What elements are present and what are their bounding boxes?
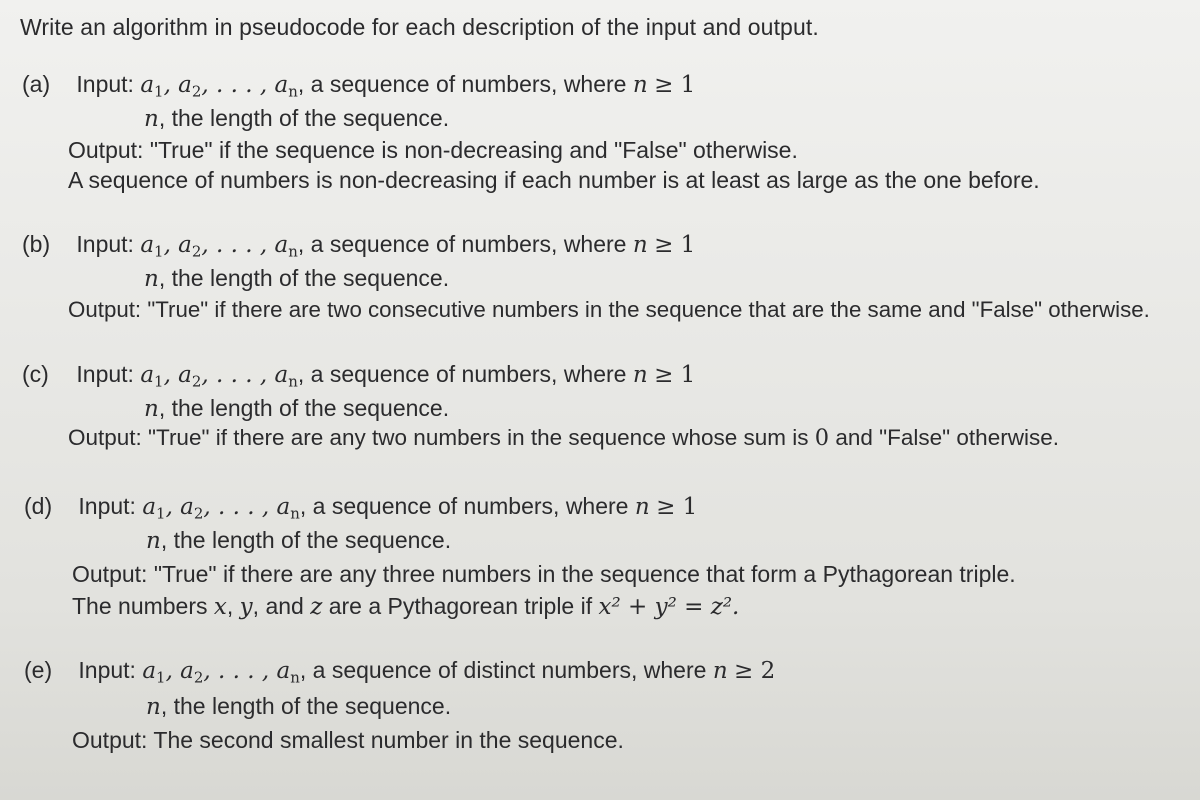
sequence-notation: $a_1$, $a_2$, . . . , $a_n$ — [140, 72, 298, 101]
sequence-notation: $a_1$, $a_2$, . . . , $a_n$ — [140, 232, 298, 261]
problem-a-input-line — [22, 70, 695, 99]
problem-c-output-before: Output: "True" if there are any two numbers in the sequence whose sum is — [68, 425, 809, 450]
problem-c-output-value: 0 — [814, 425, 830, 451]
n-variable: n — [634, 494, 650, 520]
n-variable: n — [146, 528, 161, 554]
problem-c-label: (c) — [22, 361, 49, 387]
instructions-heading: Write an algorithm in pseudocode for each description of the input and output. — [20, 14, 819, 40]
problem-d-input-suffix: , a sequence of numbers, where — [299, 493, 629, 519]
problem-b-label: (b) — [22, 231, 51, 257]
problem-a-length-text: , the length of the sequence. — [158, 105, 450, 131]
sequence-notation: $a_1$, $a_2$, . . . , $a_n$ — [142, 658, 300, 687]
variable-y: y — [239, 594, 253, 620]
n-variable: n — [144, 266, 159, 292]
n-variable: n — [144, 106, 159, 132]
problem-d-input-prefix: Input: — [78, 493, 136, 519]
problem-b-length-line — [144, 264, 449, 293]
problem-c-input-suffix: , a sequence of numbers, where — [297, 361, 627, 387]
problem-b-input-line — [22, 230, 695, 259]
problem-d-note: The numbers x, y, and z are a Pythagorean triple if x² + y² = z². — [72, 593, 740, 620]
problem-a-length-line — [144, 104, 449, 133]
problem-c-output — [68, 424, 1059, 452]
problem-e-output: Output: The second smallest number in the sequence. — [72, 727, 624, 753]
problem-d-output: Output: "True" if there are any three numbers in the sequence that form a Pythagorean triple. — [72, 561, 1016, 587]
problem-e-input-suffix: , a sequence of distinct numbers, where — [299, 657, 707, 683]
problem-d-length-text: , the length of the sequence. — [160, 527, 452, 553]
problem-e-n-bound: ≥ 2 — [734, 658, 776, 684]
problem-d-input-line — [24, 492, 697, 521]
problem-d-n-bound: ≥ 1 — [656, 494, 698, 520]
problem-c-length-line — [144, 394, 449, 423]
n-variable: n — [632, 72, 648, 98]
problem-a-input-suffix: , a sequence of numbers, where — [297, 71, 627, 97]
problem-b-n-bound: ≥ 1 — [654, 232, 696, 258]
sequence-notation: $a_1$, $a_2$, . . . , $a_n$ — [140, 362, 298, 391]
problem-c-n-bound: ≥ 1 — [654, 362, 696, 388]
problem-e-input-line — [24, 656, 775, 685]
n-variable: n — [712, 658, 728, 684]
problem-b-input-prefix: Input: — [76, 231, 134, 257]
n-variable: n — [146, 694, 161, 720]
problem-e-label: (e) — [24, 657, 53, 683]
problem-d-note-are: are a Pythagorean triple if — [328, 593, 593, 619]
problem-e-input-prefix: Input: — [78, 657, 136, 683]
problem-c-length-text: , the length of the sequence. — [158, 395, 450, 421]
n-variable: n — [632, 362, 648, 388]
problem-a-input-prefix: Input: — [76, 71, 134, 97]
problem-a-note: A sequence of numbers is non-decreasing if each number is at least as large as the one before. — [68, 167, 1040, 193]
sequence-notation: $a_1$, $a_2$, . . . , $a_n$ — [142, 494, 300, 523]
n-variable: n — [144, 396, 159, 422]
problem-b-input-suffix: , a sequence of numbers, where — [297, 231, 627, 257]
problem-d-label: (d) — [24, 493, 53, 519]
variable-z: z — [310, 594, 323, 620]
pythagorean-equation: x² + y² = z². — [598, 594, 740, 620]
variable-x: x — [213, 594, 227, 620]
problem-d-note-and: and — [265, 593, 304, 619]
problem-b-length-text: , the length of the sequence. — [158, 265, 450, 291]
problem-a-output: Output: "True" if the sequence is non-decreasing and "False" otherwise. — [68, 137, 798, 163]
problem-c-output-after: and "False" otherwise. — [835, 425, 1059, 450]
problem-c-input-line — [22, 360, 695, 389]
problem-b-output: Output: "True" if there are two consecutive numbers in the sequence that are the same and "False" otherwise. — [68, 297, 1150, 322]
problem-c-input-prefix: Input: — [76, 361, 134, 387]
problem-d-note-before: The numbers — [72, 593, 208, 619]
problem-e-length-text: , the length of the sequence. — [160, 693, 452, 719]
problem-a-label: (a) — [22, 71, 51, 97]
problem-d-length-line — [146, 526, 451, 555]
problem-a-n-bound: ≥ 1 — [654, 72, 696, 98]
problem-e-length-line — [146, 692, 451, 721]
n-variable: n — [632, 232, 648, 258]
